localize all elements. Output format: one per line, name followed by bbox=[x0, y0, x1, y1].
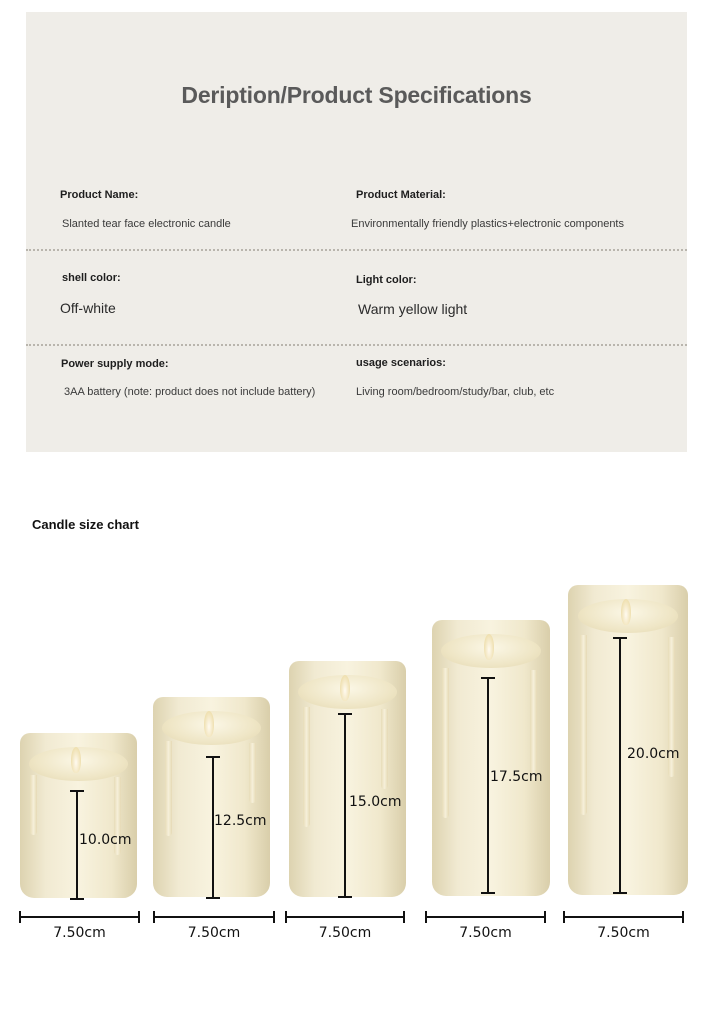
usage-scenarios-label: usage scenarios: bbox=[356, 357, 446, 369]
width-line-3 bbox=[285, 916, 405, 918]
width-label-3: 7.50cm bbox=[318, 925, 372, 941]
width-label-1: 7.50cm bbox=[53, 925, 106, 941]
specifications-panel bbox=[26, 12, 687, 452]
light-color-value: Warm yellow light bbox=[358, 301, 468, 317]
power-supply-value: 3AA battery (note: product does not include battery) bbox=[64, 386, 316, 398]
height-line-1 bbox=[76, 790, 78, 900]
product-name-value: Slanted tear face electronic candle bbox=[62, 218, 231, 230]
wax-drip bbox=[442, 668, 449, 818]
width-line-4 bbox=[425, 916, 546, 918]
product-name-label: Product Name: bbox=[60, 189, 139, 201]
wax-drip bbox=[381, 709, 388, 789]
width-label-5: 7.50cm bbox=[597, 925, 650, 941]
candle-4-image bbox=[432, 620, 550, 896]
product-material-label: Product Material: bbox=[356, 189, 446, 201]
product-material-value: Environmentally friendly plastics+electronic components bbox=[351, 218, 624, 230]
height-label-5: 20.0cm bbox=[627, 746, 680, 762]
height-line-5 bbox=[619, 637, 621, 894]
flame-icon bbox=[621, 599, 631, 625]
wax-drip bbox=[530, 670, 537, 780]
specifications-title: Deription/Product Specifications bbox=[181, 82, 532, 108]
size-chart-title: Candle size chart bbox=[32, 517, 139, 532]
width-line-2 bbox=[153, 916, 275, 918]
wax-drip bbox=[249, 743, 256, 803]
flame-icon bbox=[484, 634, 494, 660]
height-label-3: 15.0cm bbox=[349, 794, 402, 810]
divider bbox=[26, 344, 687, 346]
height-line-4 bbox=[487, 677, 489, 894]
wax-drip bbox=[30, 775, 37, 835]
candle-1-image bbox=[20, 733, 137, 898]
shell-color-label: shell color: bbox=[62, 272, 121, 284]
wax-drip bbox=[165, 741, 172, 836]
light-color-label: Light color: bbox=[356, 274, 417, 286]
height-line-3 bbox=[344, 713, 346, 898]
candle-3-image bbox=[289, 661, 406, 897]
wax-drip bbox=[580, 635, 587, 815]
height-label-1: 10.0cm bbox=[79, 832, 132, 848]
height-label-2: 12.5cm bbox=[214, 813, 267, 829]
width-line-5 bbox=[563, 916, 684, 918]
power-supply-label: Power supply mode: bbox=[61, 358, 169, 370]
width-label-4: 7.50cm bbox=[459, 925, 512, 941]
divider bbox=[26, 249, 687, 251]
usage-scenarios-value: Living room/bedroom/study/bar, club, etc bbox=[356, 386, 555, 398]
candle-5-image bbox=[568, 585, 688, 895]
width-label-2: 7.50cm bbox=[187, 925, 241, 941]
wax-drip bbox=[303, 707, 310, 827]
width-line-1 bbox=[19, 916, 140, 918]
shell-color-value: Off-white bbox=[60, 300, 116, 316]
height-label-4: 17.5cm bbox=[490, 769, 543, 785]
